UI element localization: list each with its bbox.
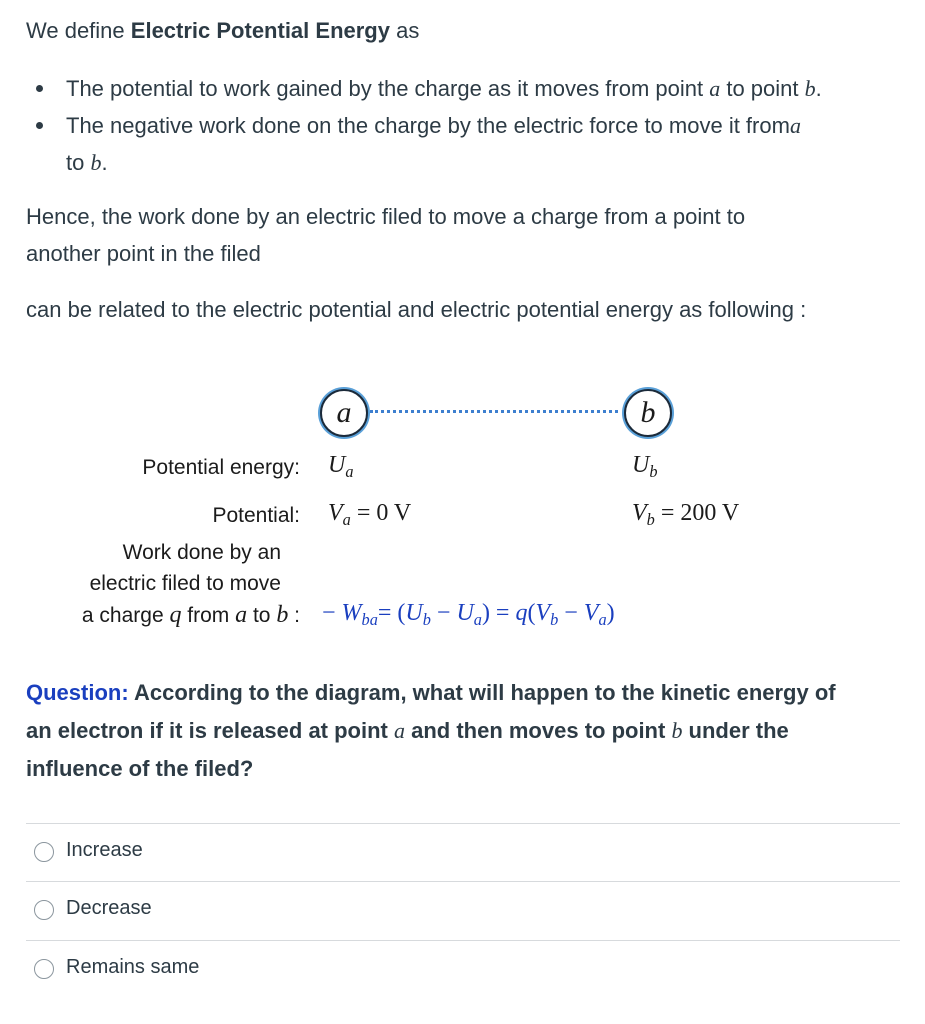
question-var-a: a: [393, 718, 405, 743]
question-line-3: influence of the filed?: [26, 756, 254, 781]
vb-symbol: V: [632, 500, 647, 526]
eq-ub: U: [405, 600, 423, 626]
bullet-1-text-2: to point: [720, 76, 805, 101]
bullet-item-2-line-1: [66, 107, 801, 144]
ua-expression: [328, 452, 354, 479]
work-label-colon: :: [288, 604, 300, 627]
va-expression: [328, 500, 411, 527]
bullet-2-var-b: b: [90, 150, 102, 175]
work-label-to: to: [247, 604, 277, 627]
vb-expression: [632, 500, 739, 527]
work-label-b: b: [276, 602, 289, 628]
eq-minus-2: −: [558, 600, 584, 626]
paragraph-2: can be related to the electric potential and electric potential energy as following :: [26, 297, 807, 322]
option-label-increase[interactable]: Increase: [66, 839, 143, 861]
node-b: b: [624, 389, 672, 437]
ua-subscript: a: [345, 461, 354, 481]
option-label-decrease[interactable]: Decrease: [66, 897, 152, 919]
va-symbol: V: [328, 500, 343, 526]
option-divider-top: [26, 823, 900, 824]
eq-ua: U: [456, 600, 474, 626]
work-label-line-3: [82, 600, 300, 631]
eq-va: V: [583, 600, 599, 626]
eq-ub-sub: b: [422, 609, 431, 629]
bullet-item-2-line-2: [66, 144, 108, 181]
bullet-1-text-1: The potential to work gained by the charge as it moves from point: [66, 76, 710, 101]
eq-va-sub: a: [598, 609, 607, 629]
eq-vb-sub: b: [550, 609, 559, 629]
eq-minus-1: −: [430, 600, 457, 626]
bullet-2-text-1: The negative work done on the charge by the electric force to move it from: [66, 113, 790, 138]
bullet-1-text-3: .: [815, 76, 822, 101]
work-label-line-2: electric filed to move: [89, 572, 281, 595]
question-label: Question:: [26, 680, 129, 705]
work-label-q: q: [169, 602, 182, 628]
radio-decrease[interactable]: [34, 900, 54, 920]
bullet-1-var-b: b: [804, 76, 816, 101]
option-divider-2: [26, 940, 900, 941]
eq-w-sub: ba: [361, 609, 378, 629]
question-line-2: [26, 712, 789, 750]
work-label-prefix: a charge: [81, 604, 170, 627]
bullet-2-text-3: .: [101, 150, 108, 175]
paragraph-1-line-1: Hence, the work done by an electric filed to move a charge from a point to: [26, 204, 746, 229]
bullet-dot-2: [36, 122, 43, 129]
ub-symbol: U: [632, 452, 650, 478]
radio-increase[interactable]: [34, 842, 54, 862]
dotted-connector-line: [370, 410, 618, 413]
va-value: = 0 V: [350, 500, 412, 526]
intro-line: [26, 12, 419, 49]
potential-label: Potential:: [212, 504, 300, 527]
bullet-2-var-a: a: [789, 113, 801, 138]
ub-expression: [632, 452, 658, 479]
eq-w: W: [341, 600, 362, 626]
ua-symbol: U: [328, 452, 346, 478]
work-label-a: a: [235, 602, 248, 628]
question-line-1: [26, 674, 836, 712]
question-text-1: According to the diagram, what will happen to the kinetic energy of: [128, 680, 836, 705]
work-label-from: from: [181, 604, 236, 627]
va-subscript: a: [342, 509, 351, 529]
intro-suffix: as: [389, 18, 420, 43]
node-a: a: [320, 389, 368, 437]
eq-q: q: [515, 600, 528, 626]
eq-paren-close: ): [606, 600, 615, 626]
question-text-2: an electron if it is released at point: [26, 718, 394, 743]
radio-remains-same[interactable]: [34, 959, 54, 979]
option-divider-1: [26, 881, 900, 882]
bullet-dot-1: [36, 85, 43, 92]
vb-value: = 200 V: [654, 500, 740, 526]
ub-subscript: b: [649, 461, 658, 481]
eq-ua-sub: a: [473, 609, 482, 629]
question-text-4: under the: [682, 718, 789, 743]
option-label-remains-same[interactable]: Remains same: [66, 956, 200, 978]
potential-energy-label: Potential energy:: [142, 456, 300, 479]
work-equation: [322, 600, 615, 627]
question-text-3: and then moves to point: [404, 718, 672, 743]
intro-prefix: We define: [26, 18, 131, 43]
eq-paren-open: (: [527, 600, 536, 626]
bullet-2-text-2: to: [66, 150, 91, 175]
vb-subscript: b: [646, 509, 655, 529]
eq-minus: −: [322, 600, 342, 626]
eq-eq2: ) =: [481, 600, 516, 626]
paragraph-1-line-2: another point in the filed: [26, 241, 261, 266]
eq-eq1: = (: [377, 600, 406, 626]
work-label-line-1: Work done by an: [122, 541, 281, 564]
bullet-item-1: [66, 70, 822, 107]
intro-term: Electric Potential Energy: [130, 18, 390, 43]
bullet-1-var-a: a: [709, 76, 721, 101]
question-var-b: b: [671, 718, 683, 743]
eq-vb: V: [535, 600, 551, 626]
